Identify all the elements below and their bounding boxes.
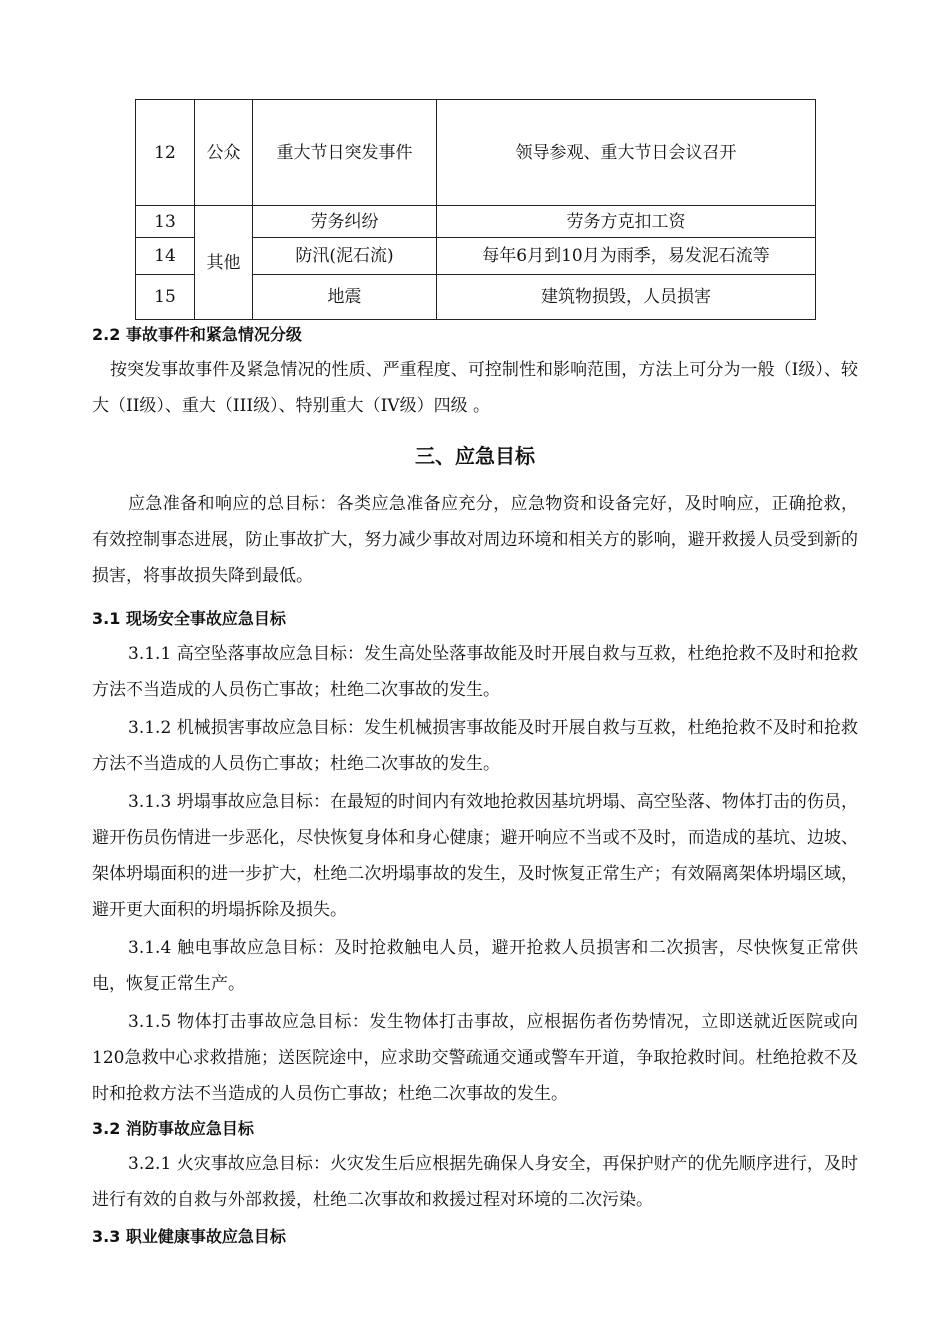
section-heading-2-2: 2.2 事故事件和紧急情况分级 [92, 325, 302, 344]
paragraph-3-1-1: 3.1.1 高空坠落事故应急目标：发生高处坠落事故能及时开展自救与互救，杜绝抢救不及时和抢救方法不当造成的人员伤亡事故；杜绝二次事故的发生。 [92, 644, 858, 700]
row-detail: 劳务方克扣工资 [437, 206, 816, 238]
row-detail: 建筑物损毁，人员损害 [437, 275, 816, 320]
row-detail: 每年6月到10月为雨季，易发泥石流等 [437, 238, 816, 275]
row-number: 13 [136, 206, 195, 238]
row-number: 12 [136, 100, 195, 206]
paragraph-3-2-1: 3.2.1 火灾事故应急目标：火灾发生后应根据先确保人身安全，再保护财产的优先顺序进行，及时进行有效的自救与外部救援，杜绝二次事故和救援过程对环境的二次污染。 [92, 1154, 858, 1210]
row-event: 重大节日突发事件 [253, 100, 437, 206]
row-number: 14 [136, 238, 195, 275]
row-event: 劳务纠纷 [253, 206, 437, 238]
risk-table [135, 99, 816, 320]
section-heading-3-2: 3.2 消防事故应急目标 [92, 1119, 254, 1138]
row-event: 防汛(泥石流) [253, 238, 437, 275]
table-row [136, 100, 816, 206]
row-event: 地震 [253, 275, 437, 320]
row-category: 其他 [195, 206, 253, 320]
paragraph-3-1-2: 3.1.2 机械损害事故应急目标：发生机械损害事故能及时开展自救与互救，杜绝抢救不及时和抢救方法不当造成的人员伤亡事故；杜绝二次事故的发生。 [92, 718, 858, 774]
chapter-intro: 应急准备和响应的总目标：各类应急准备应充分，应急物资和设备完好，及时响应，正确抢救，有效控制事态进展，防止事故扩大，努力减少事故对周边环境和相关方的影响，避开救援人员受到新的损害，将事故损失降到最低。 [92, 494, 858, 586]
row-number: 15 [136, 275, 195, 320]
section-heading-3-1: 3.1 现场安全事故应急目标 [92, 609, 286, 628]
row-detail: 领导参观、重大节日会议召开 [437, 100, 816, 206]
section-2-2-body: 按突发事故事件及紧急情况的性质、严重程度、可控制性和影响范围，方法上可分为一般（I级）、较大（II级）、重大（III级）、特别重大（IV级）四级 。 [92, 360, 858, 416]
row-category: 公众 [195, 100, 253, 206]
paragraph-3-1-3: 3.1.3 坍塌事故应急目标：在最短的时间内有效地抢救因基坑坍塌、高空坠落、物体打击的伤员，避开伤员伤情进一步恶化，尽快恢复身体和身心健康；避开响应不当或不及时，而造成的基坑、边坡、架体坍塌面积的进一步扩大，杜绝二次坍塌事故的发生，及时恢复正常生产；有效隔离架体坍塌区域，避开更大面积的坍塌拆除及损失。 [92, 792, 858, 920]
paragraph-3-1-4: 3.1.4 触电事故应急目标：及时抢救触电人员，避开抢救人员损害和二次损害，尽快恢复正常供电，恢复正常生产。 [92, 938, 858, 994]
section-heading-3-3: 3.3 职业健康事故应急目标 [92, 1227, 286, 1246]
paragraph-3-1-5: 3.1.5 物体打击事故应急目标：发生物体打击事故，应根据伤者伤势情况，立即送就近医院或向120急救中心求救措施；送医院途中，应求助交警疏通交通或警车开道，争取抢救时间。杜绝抢救不及时和抢救方法不当造成的人员伤亡事故；杜绝二次事故的发生。 [92, 1012, 858, 1104]
chapter-title: 三、应急目标 [415, 444, 535, 468]
table-row [136, 206, 816, 238]
